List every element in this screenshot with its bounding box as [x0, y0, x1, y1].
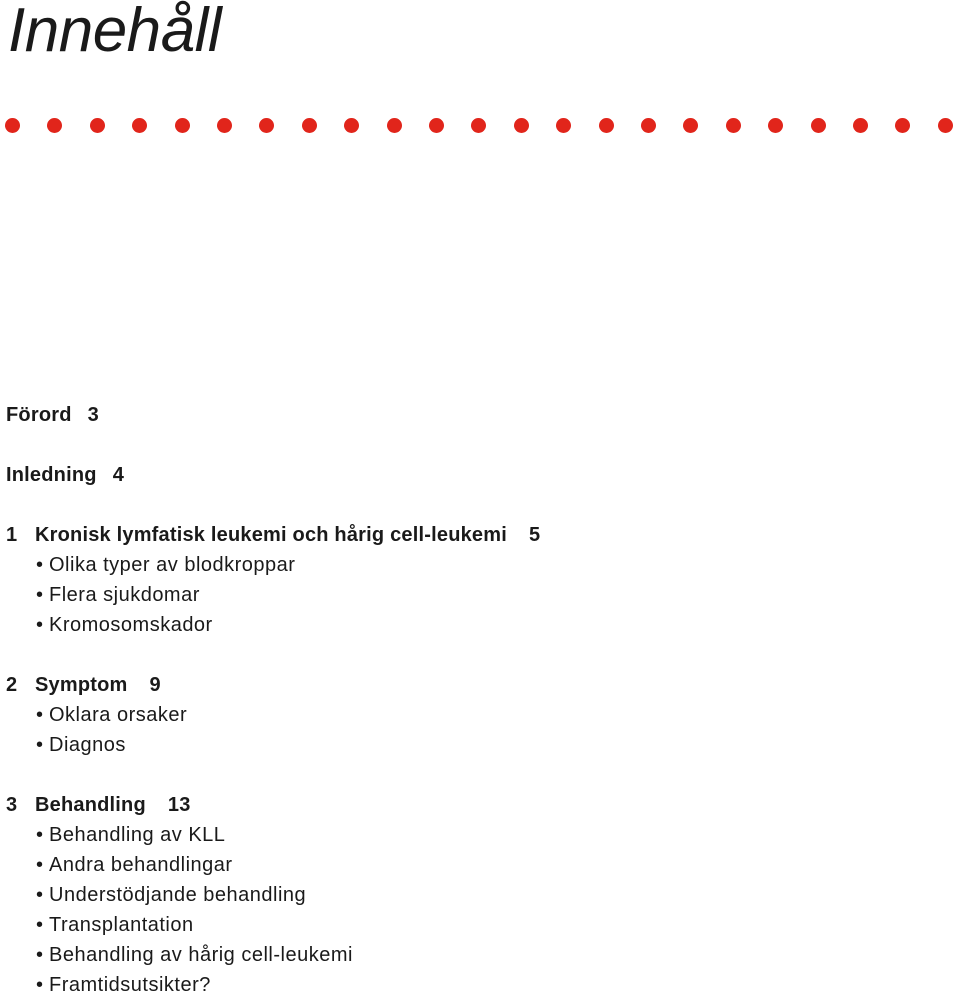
- toc-section[interactable]: [36, 730, 126, 760]
- section-title: Oklara orsaker: [49, 704, 188, 726]
- toc-entry-forord[interactable]: [6, 400, 99, 430]
- red-dot-icon: [132, 118, 147, 133]
- chapter-title: Behandling: [35, 794, 146, 816]
- page-title: Innehåll: [8, 0, 222, 65]
- bullet-icon: •: [36, 914, 44, 936]
- red-dot-icon: [683, 118, 698, 133]
- chapter-number: 1: [6, 524, 18, 546]
- red-dot-icon: [853, 118, 868, 133]
- section-title: Diagnos: [49, 734, 126, 756]
- red-dot-icon: [811, 118, 826, 133]
- toc-section[interactable]: [36, 550, 295, 580]
- red-dot-icon: [47, 118, 62, 133]
- bullet-icon: •: [36, 554, 44, 576]
- bullet-icon: •: [36, 824, 44, 846]
- toc-entry-label: Inledning: [6, 464, 97, 486]
- toc-section[interactable]: [36, 910, 194, 940]
- toc-section[interactable]: [36, 880, 306, 910]
- section-title: Behandling av KLL: [49, 824, 226, 846]
- red-dot-icon: [556, 118, 571, 133]
- chapter-number: 3: [6, 794, 18, 816]
- toc-section[interactable]: [36, 940, 353, 970]
- section-title: Transplantation: [49, 914, 194, 936]
- red-dot-icon: [217, 118, 232, 133]
- toc-page-number: 9: [149, 674, 161, 696]
- bullet-icon: •: [36, 584, 44, 606]
- red-dot-icon: [641, 118, 656, 133]
- toc-entry-label: Förord: [6, 404, 72, 426]
- toc-page-number: 3: [87, 404, 99, 426]
- bullet-icon: •: [36, 704, 44, 726]
- toc-page-number: 5: [529, 524, 541, 546]
- toc-section[interactable]: [36, 820, 225, 850]
- red-dot-icon: [175, 118, 190, 133]
- red-dot-icon: [429, 118, 444, 133]
- chapter-title: Kronisk lymfatisk leukemi och hårig cell-leukemi: [35, 524, 507, 546]
- red-dot-icon: [938, 118, 953, 133]
- toc-chapter-3[interactable]: [6, 790, 191, 820]
- chapter-number: 2: [6, 674, 18, 696]
- bullet-icon: •: [36, 734, 44, 756]
- red-dot-icon: [344, 118, 359, 133]
- chapter-title: Symptom: [35, 674, 128, 696]
- red-dot-icon: [726, 118, 741, 133]
- red-dot-icon: [5, 118, 20, 133]
- section-title: Andra behandlingar: [49, 854, 233, 876]
- red-dot-icon: [471, 118, 486, 133]
- bullet-icon: •: [36, 974, 44, 996]
- section-title: Olika typer av blodkroppar: [49, 554, 296, 576]
- red-dot-icon: [599, 118, 614, 133]
- bullet-icon: •: [36, 614, 44, 636]
- toc-section[interactable]: [36, 700, 187, 730]
- section-title: Behandling av hårig cell-leukemi: [49, 944, 353, 966]
- toc-page-number: 13: [167, 794, 191, 816]
- section-title: Framtidsutsikter?: [49, 974, 211, 996]
- red-dot-icon: [387, 118, 402, 133]
- section-title: Flera sjukdomar: [49, 584, 200, 606]
- bullet-icon: •: [36, 854, 44, 876]
- toc-section[interactable]: [36, 850, 233, 880]
- red-dot-icon: [514, 118, 529, 133]
- toc-entry-inledning[interactable]: [6, 460, 124, 490]
- red-dot-icon: [302, 118, 317, 133]
- red-dot-icon: [768, 118, 783, 133]
- red-dot-icon: [895, 118, 910, 133]
- red-dot-icon: [90, 118, 105, 133]
- red-dot-icon: [259, 118, 274, 133]
- bullet-icon: •: [36, 884, 44, 906]
- section-title: Understödjande behandling: [49, 884, 307, 906]
- toc-page-number: 4: [112, 464, 125, 486]
- toc-section[interactable]: [36, 610, 213, 640]
- toc-chapter-2[interactable]: [6, 670, 161, 700]
- section-title: Kromosomskador: [49, 614, 213, 636]
- toc-chapter-1[interactable]: [6, 520, 540, 550]
- decorative-dot-row: [0, 118, 960, 134]
- toc-section[interactable]: [36, 580, 200, 610]
- bullet-icon: •: [36, 944, 44, 966]
